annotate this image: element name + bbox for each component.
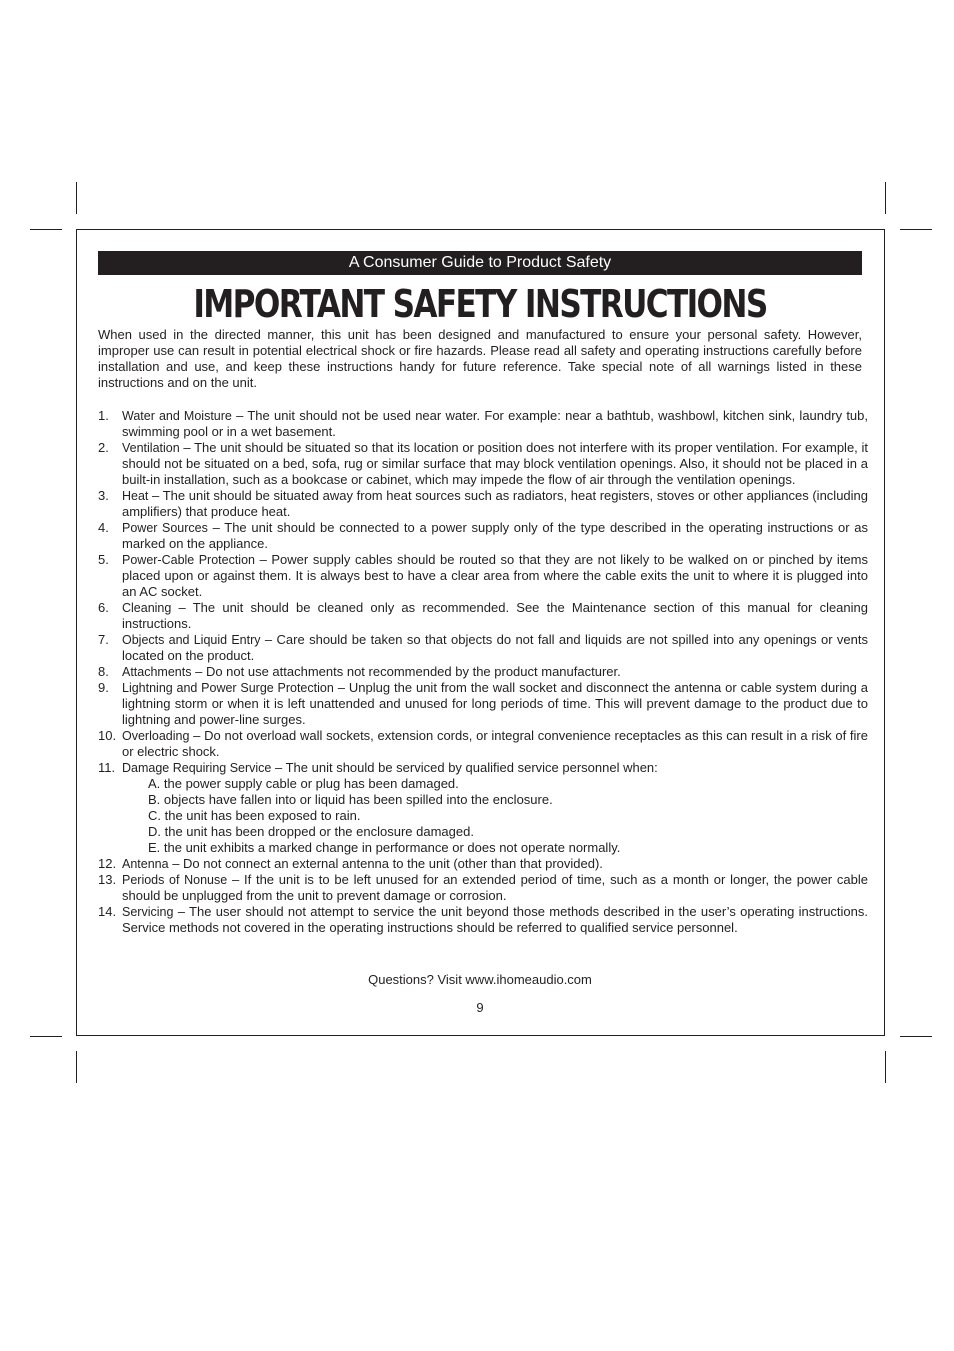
item-number: 7. [98,632,109,647]
item-term: Servicing [122,905,174,919]
list-item [98,664,868,680]
item-term: Lightning and Power Surge Protection [122,681,334,695]
crop-mark [900,1036,932,1037]
crop-mark [76,1051,77,1083]
list-item [98,488,868,520]
item-text: – The user should not attempt to service the unit beyond those methods described in the user’s operating instructions. Service methods not covered in the operating instructions should be referred to qualified service personnel. [122,904,868,935]
list-item [98,760,868,856]
footer-questions: Questions? Visit www.ihomeaudio.com [368,972,592,987]
item-term: Overloading [122,729,190,743]
list-item [98,520,868,552]
safety-instructions-list [98,408,868,936]
item-text: – If the unit is to be left unused for an extended period of time, such as a month or longer, the power cable should be unplugged from the unit to prevent damage or corrosion. [122,872,868,903]
list-item [98,600,868,632]
item-term: Power-Cable Protection [122,553,255,567]
crop-mark [30,1036,62,1037]
item-number: 12. [98,856,117,871]
crop-mark [885,1051,886,1083]
list-item [98,632,868,664]
crop-mark [76,182,77,214]
crop-mark [30,229,62,230]
item-term: Objects and Liquid Entry [122,633,261,647]
list-item [98,872,868,904]
item-number: 9. [98,680,109,695]
item-term: Cleaning [122,601,172,615]
item-term: Heat [122,489,149,503]
item-term: Ventilation [122,441,180,455]
item-text: – The unit should be situated away from heat sources such as radiators, heat registers, stoves or other appliances (including amplifiers) that produce heat. [122,488,868,519]
list-item [98,904,868,936]
item-text: – The unit should be connected to a power supply only of the type described in the operating instructions or as marked on the appliance. [122,520,868,551]
item-number: 4. [98,520,109,535]
item-number: 6. [98,600,109,615]
list-item [98,856,868,872]
item-number: 10. [98,728,117,743]
item-text: – The unit should be situated so that its location or position does not interfere with its proper ventilation. For example, it should not be situated on a bed, sofa, rug or similar surface that may block ventilation openings. Also, it should not be placed in a built-in installation, such as a bookcase or cabinet, which may impede the flow of air through the ventilation openings. [122,440,868,487]
item-number: 3. [98,488,109,503]
item-term: Damage Requiring Service [122,761,272,775]
list-item [98,728,868,760]
item-text: – Unplug the unit from the wall socket and disconnect the antenna or cable system during a lightning storm or when it is left unattended and unused for long periods of time. This will prevent damage to the product due to lightning and power-line surges. [122,680,868,727]
sub-list-item: A. the power supply cable or plug has been damaged. [148,776,459,791]
sub-list-item: B. objects have fallen into or liquid has been spilled into the enclosure. [148,792,553,807]
item-text: – Power supply cables should be routed so that they are not likely to be walked on or pinched by items placed upon or against them. It is always best to have a clear area from where the cable exits the unit to where it is plugged into an AC socket. [122,552,868,599]
crop-mark [900,229,932,230]
item-number: 11. [98,760,116,775]
item-term: Periods of Nonuse [122,873,228,887]
item-number: 8. [98,664,109,679]
item-term: Water and Moisture [122,409,232,423]
item-term: Attachments [122,665,192,679]
page-title: IMPORTANT SAFETY INSTRUCTIONS [193,282,767,326]
item-term: Power Sources [122,521,208,535]
sub-list-item: C. the unit has been exposed to rain. [148,808,361,823]
page-number: 9 [476,1000,484,1015]
item-number: 5. [98,552,109,567]
item-text: – Do not connect an external antenna to the unit (other than that provided). [168,856,603,871]
list-item [98,408,868,440]
item-text: – The unit should be cleaned only as recommended. See the Maintenance section of this manual for cleaning instructions. [122,600,868,631]
item-text: – The unit should be serviced by qualified service personnel when: [271,760,658,775]
sub-list [122,776,868,856]
sub-list-item: D. the unit has been dropped or the enclosure damaged. [148,824,474,839]
list-item [98,440,868,488]
item-text: – Do not overload wall sockets, extension cords, or integral convenience receptacles as this can result in a risk of fire or electric shock. [122,728,868,759]
list-item [98,552,868,600]
item-text: – Do not use attachments not recommended by the product manufacturer. [191,664,621,679]
item-number: 13. [98,872,117,887]
guide-banner: A Consumer Guide to Product Safety [98,251,862,275]
item-text: – The unit should not be used near water. For example: near a bathtub, washbowl, kitchen sink, laundry tub, swimming pool or in a wet basement. [122,408,868,439]
item-term: Antenna [122,857,169,871]
item-text: – Care should be taken so that objects do not fall and liquids are not spilled into any openings or vents located on the product. [122,632,868,663]
item-number: 14. [98,904,117,919]
item-number: 2. [98,440,109,455]
item-number: 1. [98,408,109,423]
list-item [98,680,868,728]
crop-mark [885,182,886,214]
sub-list-item: E. the unit exhibits a marked change in performance or does not operate normally. [148,840,621,855]
intro-paragraph: When used in the directed manner, this unit has been designed and manufactured to ensure your personal safety. However, improper use can result in potential electrical shock or fire hazards. Please read all safety and operating instructions carefully before installation and use, and keep these instructions handy for future reference. Take special note of all warnings listed in these instructions and on the unit. [98,327,862,390]
